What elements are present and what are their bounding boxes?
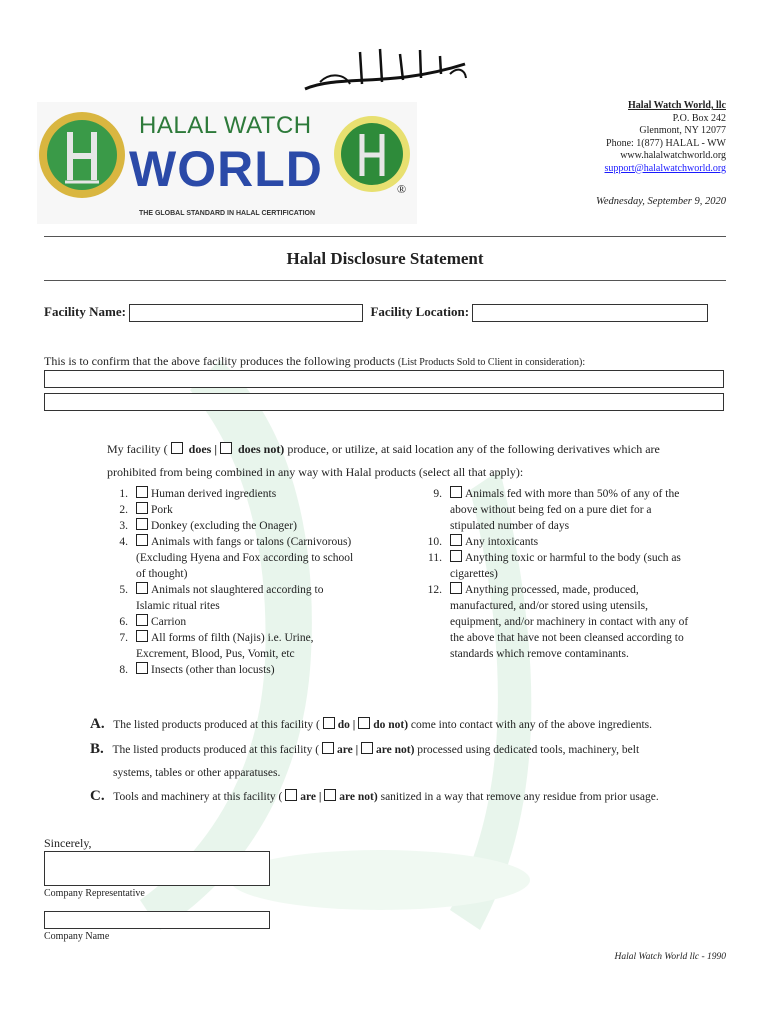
divider — [44, 280, 726, 281]
products-field-1[interactable] — [44, 370, 724, 388]
list-item: 6. Carrion — [119, 616, 187, 628]
company-name-label: Company Name — [44, 931, 110, 942]
list-item: 11. Anything toxic or harmful to the body (such as cigarettes) — [428, 552, 681, 580]
footer: Halal Watch World llc - 1990 — [614, 952, 726, 962]
item-checkbox[interactable] — [136, 486, 148, 498]
representative-signature-field[interactable] — [44, 851, 270, 886]
company-name: Halal Watch World, llc — [628, 100, 726, 111]
confirm-note: (List Products Sold to Client in consideration): — [397, 357, 586, 368]
seal-left-icon — [37, 110, 127, 200]
facility-fields — [44, 304, 708, 322]
item-checkbox[interactable] — [136, 614, 148, 626]
list-item: 2. Pork — [119, 504, 173, 516]
b-are-not-checkbox[interactable] — [361, 742, 373, 754]
registered-mark: ® — [397, 182, 407, 196]
c-are-not-checkbox[interactable] — [324, 789, 336, 801]
sincerely: Sincerely, — [44, 836, 92, 850]
list-item: 10. Any intoxicants — [427, 536, 539, 548]
item-checkbox[interactable] — [450, 582, 462, 594]
item-checkbox[interactable] — [136, 582, 148, 594]
facility-location-field[interactable] — [472, 304, 708, 322]
list-item: 7. All forms of filth (Najis) i.e. Urine, Excrement, Blood, Pus, Vomit, etc — [119, 632, 314, 660]
a-do-not-checkbox[interactable] — [358, 717, 370, 729]
phone: Phone: 1(877) HALAL - WW — [606, 137, 726, 149]
a-do-checkbox[interactable] — [323, 717, 335, 729]
item-checkbox[interactable] — [136, 518, 148, 530]
list-item: 1. Human derived ingredients — [119, 488, 277, 500]
item-checkbox[interactable] — [450, 486, 462, 498]
bismillah-calligraphy — [300, 44, 470, 96]
question-a: A. The listed products produced at this facility ( do | do not) come into contact with any of the above ingredients. — [90, 716, 653, 732]
list-item: 9. Animals fed with more than 50% of any of the above without being fed on a pure diet for a stipulated number of days — [433, 488, 680, 532]
date: Wednesday, September 9, 2020 — [596, 196, 726, 207]
city: Glenmont, NY 12077 — [639, 125, 726, 136]
facility-name-field[interactable] — [129, 304, 363, 322]
email-link[interactable]: support@halalwatchworld.org — [604, 162, 726, 174]
logo-tagline: THE GLOBAL STANDARD IN HALAL CERTIFICATION — [139, 210, 316, 217]
c-are-checkbox[interactable] — [285, 789, 297, 801]
list-item: 8. Insects (other than locusts) — [119, 664, 275, 676]
company-name-field[interactable] — [44, 911, 270, 929]
list-item: 12. Anything processed, made, produced, manufactured, and/or stored using utensils, equipment, and/or machinery in contact with any of the above that have not been cleansed according to standards which remove contaminants. — [427, 584, 689, 660]
item-checkbox[interactable] — [450, 534, 462, 546]
item-checkbox[interactable] — [136, 630, 148, 642]
derivatives-list-right — [414, 486, 694, 662]
list-item: 3. Donkey (excluding the Onager) — [119, 520, 297, 532]
item-checkbox[interactable] — [136, 502, 148, 514]
facility-location-label: Facility Location: — [370, 304, 470, 319]
question-b: B. The listed products produced at this facility ( are | are not) processed using dedicated tools, machinery, belt — [90, 741, 640, 757]
representative-label: Company Representative — [44, 888, 145, 899]
page-title: Halal Disclosure Statement — [286, 249, 484, 268]
confirm-text: This is to confirm that the above facility produces the following products (List Products Sold to Client in consideration): — [44, 354, 586, 368]
b-are-checkbox[interactable] — [322, 742, 334, 754]
divider — [44, 236, 726, 237]
derivatives-intro-cont: prohibited from being combined in any way with Halal products (select all that apply): — [107, 465, 524, 479]
logo — [37, 102, 417, 224]
item-checkbox[interactable] — [136, 534, 148, 546]
question-c: C. Tools and machinery at this facility ( are | are not) sanitized in a way that remove any residue from prior usage. — [90, 788, 659, 804]
does-checkbox[interactable] — [171, 442, 183, 454]
products-field-2[interactable] — [44, 393, 724, 411]
list-item: 5. Animals not slaughtered according to Islamic ritual rites — [119, 584, 324, 612]
item-checkbox[interactable] — [136, 662, 148, 674]
derivatives-list-left — [100, 486, 360, 678]
question-b-cont: systems, tables or other apparatuses. — [113, 767, 281, 779]
bismillah-icon — [300, 44, 470, 96]
logo-halal-watch: HALAL WATCH — [139, 112, 312, 139]
company-contact — [605, 100, 727, 175]
list-item: 4. Animals with fangs or talons (Carnivorous) (Excluding Hyena and Fox according to school of thought) — [119, 536, 354, 580]
does-not-checkbox[interactable] — [220, 442, 232, 454]
logo-world: WORLD — [129, 141, 323, 197]
derivatives-intro: My facility ( does | does not) produce, or utilize, at said location any of the following derivatives which are — [107, 442, 660, 456]
facility-name-label: Facility Name: — [44, 304, 126, 319]
website: www.halalwatchworld.org — [620, 150, 726, 161]
po-box: P.O. Box 242 — [672, 112, 726, 124]
item-checkbox[interactable] — [450, 550, 462, 562]
